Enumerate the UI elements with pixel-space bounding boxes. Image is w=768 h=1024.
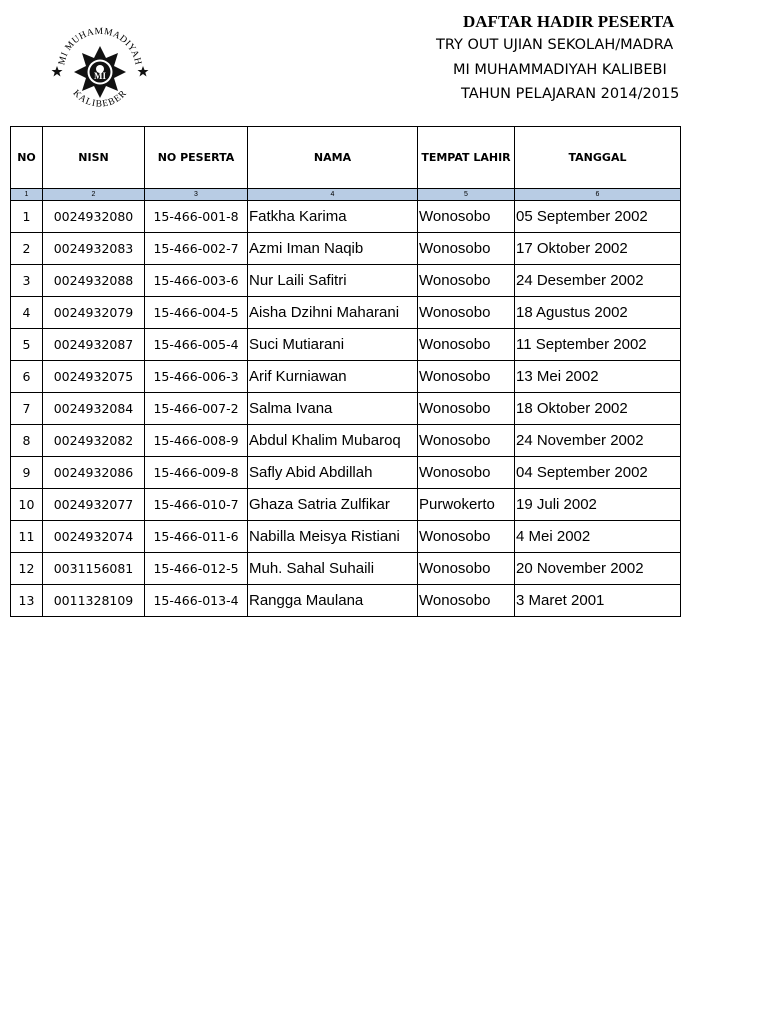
cell-no-peserta: 15-466-013-4 [145,585,248,617]
cell-tempat-lahir: Wonosobo [418,297,515,329]
header-nama: NAMA [248,127,418,189]
cell-tempat-lahir: Wonosobo [418,585,515,617]
table-row [11,233,681,265]
cell-tempat-lahir: Wonosobo [418,457,515,489]
cell-nisn: 0024932074 [43,521,145,553]
cell-tanggal: 17 Oktober 2002 [515,233,681,265]
cell-nisn: 0024932077 [43,489,145,521]
cell-tempat-lahir: Wonosobo [418,201,515,233]
column-number: 5 [418,189,515,201]
cell-no-peserta: 15-466-002-7 [145,233,248,265]
cell-nama: Nabilla Meisya Ristiani [248,521,418,553]
cell-tanggal: 4 Mei 2002 [515,521,681,553]
cell-no-peserta: 15-466-008-9 [145,425,248,457]
cell-nisn: 0024932088 [43,265,145,297]
header-row [11,127,681,189]
cell-nisn: 0024932075 [43,361,145,393]
cell-no-peserta: 15-466-005-4 [145,329,248,361]
cell-no-peserta: 15-466-009-8 [145,457,248,489]
cell-tanggal: 18 Oktober 2002 [515,393,681,425]
table-row [11,457,681,489]
cell-tanggal: 18 Agustus 2002 [515,297,681,329]
cell-tanggal: 11 September 2002 [515,329,681,361]
table-row [11,585,681,617]
cell-no: 10 [11,489,43,521]
column-number: 3 [145,189,248,201]
table-body [11,201,681,617]
cell-no: 5 [11,329,43,361]
cell-nama: Nur Laili Safitri [248,265,418,297]
column-number: 1 [11,189,43,201]
cell-tanggal: 3 Maret 2001 [515,585,681,617]
cell-nama: Salma Ivana [248,393,418,425]
emblem-text: MI [94,71,106,81]
cell-nisn: 0024932083 [43,233,145,265]
cell-tempat-lahir: Wonosobo [418,425,515,457]
column-number: 2 [43,189,145,201]
cell-tanggal: 05 September 2002 [515,201,681,233]
cell-no-peserta: 15-466-001-8 [145,201,248,233]
cell-tempat-lahir: Wonosobo [418,233,515,265]
table-row [11,265,681,297]
cell-no-peserta: 15-466-012-5 [145,553,248,585]
title-line-1: DAFTAR HADIR PESERTA [463,12,675,31]
header-no: NO [11,127,43,189]
cell-tempat-lahir: Wonosobo [418,393,515,425]
title-line-4: TAHUN PELAJARAN 2014/2015 [461,86,680,102]
header-no-peserta: NO PESERTA [145,127,248,189]
header-nisn: NISN [43,127,145,189]
attendance-table [10,126,681,617]
cell-nama: Safly Abid Abdillah [248,457,418,489]
cell-no-peserta: 15-466-004-5 [145,297,248,329]
cell-nisn: 0031156081 [43,553,145,585]
table-row [11,393,681,425]
table-row [11,521,681,553]
table-row [11,553,681,585]
title-block [0,0,680,120]
cell-tempat-lahir: Wonosobo [418,553,515,585]
cell-no: 12 [11,553,43,585]
cell-nama: Abdul Khalim Mubaroq [248,425,418,457]
cell-nama: Ghaza Satria Zulfikar [248,489,418,521]
cell-no-peserta: 15-466-006-3 [145,361,248,393]
column-number: 4 [248,189,418,201]
cell-tanggal: 04 September 2002 [515,457,681,489]
table-row [11,425,681,457]
cell-tanggal: 24 November 2002 [515,425,681,457]
cell-tempat-lahir: Wonosobo [418,329,515,361]
table-row [11,297,681,329]
cell-no-peserta: 15-466-003-6 [145,265,248,297]
cell-no-peserta: 15-466-010-7 [145,489,248,521]
title-line-3: MI MUHAMMADIYAH KALIBEBI [453,62,667,78]
cell-no: 8 [11,425,43,457]
cell-nisn: 0024932080 [43,201,145,233]
cell-no: 7 [11,393,43,425]
cell-no: 4 [11,297,43,329]
cell-nisn: 0024932086 [43,457,145,489]
cell-tempat-lahir: Wonosobo [418,361,515,393]
cell-no-peserta: 15-466-007-2 [145,393,248,425]
cell-nisn: 0024932082 [43,425,145,457]
header-tanggal: TANGGAL [515,127,681,189]
cell-no-peserta: 15-466-011-6 [145,521,248,553]
cell-no: 3 [11,265,43,297]
column-number-row [11,189,681,201]
cell-nama: Arif Kurniawan [248,361,418,393]
cell-tanggal: 13 Mei 2002 [515,361,681,393]
cell-nisn: 0024932087 [43,329,145,361]
cell-tempat-lahir: Wonosobo [418,265,515,297]
table-row [11,329,681,361]
cell-tempat-lahir: Wonosobo [418,521,515,553]
cell-no: 1 [11,201,43,233]
cell-no: 13 [11,585,43,617]
logo-arc-bottom-text: KALIBEBER [70,88,130,110]
header-tempat-lahir: TEMPAT LAHIR [418,127,515,189]
column-number: 6 [515,189,681,201]
cell-nama: Aisha Dzihni Maharani [248,297,418,329]
cell-no: 11 [11,521,43,553]
cell-nama: Fatkha Karima [248,201,418,233]
cell-nisn: 0011328109 [43,585,145,617]
cell-nisn: 0024932079 [43,297,145,329]
table-row [11,489,681,521]
cell-nama: Azmi Iman Naqib [248,233,418,265]
cell-tanggal: 20 November 2002 [515,553,681,585]
logo-arc-top-text: MI MUHAMMADIYAH [57,26,143,67]
cell-no: 9 [11,457,43,489]
cell-nama: Rangga Maulana [248,585,418,617]
table-row [11,201,681,233]
cell-nama: Muh. Sahal Suhaili [248,553,418,585]
cell-nama: Suci Mutiarani [248,329,418,361]
table-row [11,361,681,393]
cell-tanggal: 19 Juli 2002 [515,489,681,521]
cell-no: 2 [11,233,43,265]
cell-nisn: 0024932084 [43,393,145,425]
cell-no: 6 [11,361,43,393]
cell-tempat-lahir: Purwokerto [418,489,515,521]
cell-tanggal: 24 Desember 2002 [515,265,681,297]
title-line-2: TRY OUT UJIAN SEKOLAH/MADRA [436,37,674,53]
